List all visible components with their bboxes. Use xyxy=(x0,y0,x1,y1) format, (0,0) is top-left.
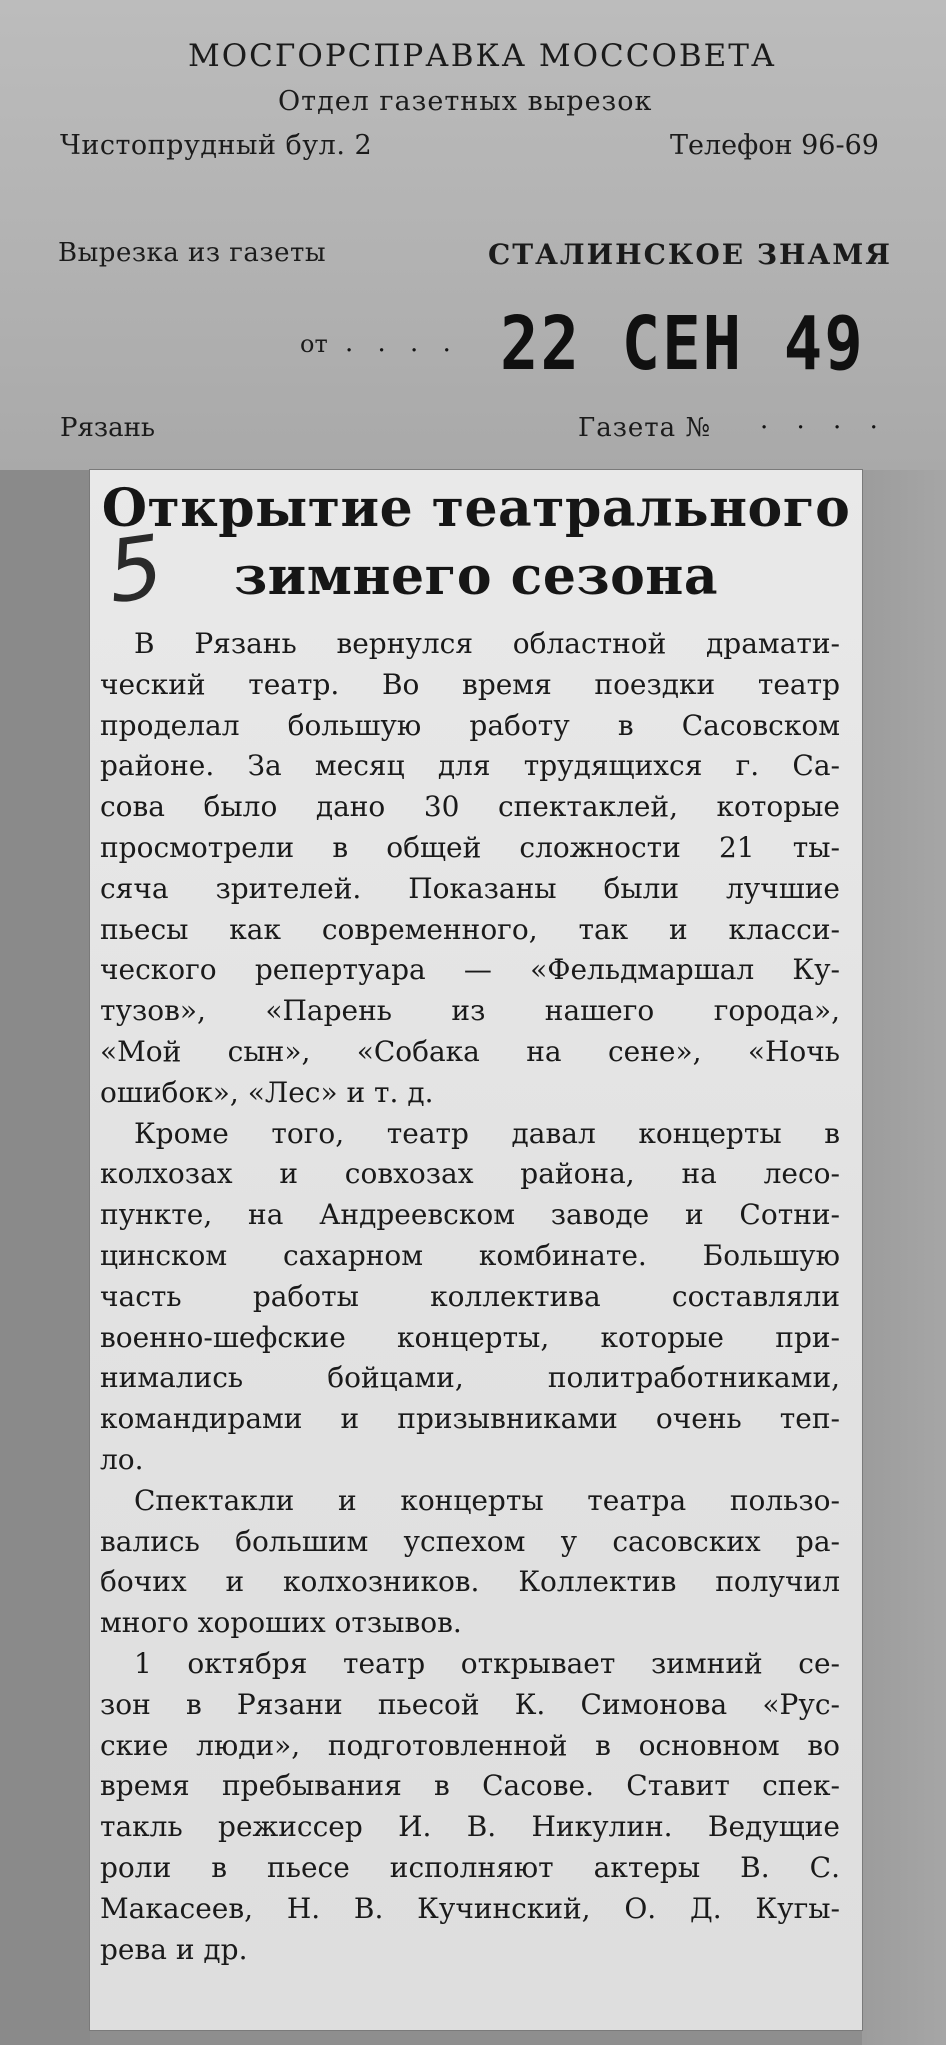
article-line: нимались бойцами, политработниками, xyxy=(100,1361,840,1395)
organization-phone: Телефон 96-69 xyxy=(670,130,879,161)
article-line: районе. За месяц для трудящихся г. Са- xyxy=(100,749,840,783)
article-line: 1 октября театр открывает зимний се- xyxy=(134,1646,840,1680)
article-line: вались большим успехом у сасовских ра- xyxy=(100,1524,840,1558)
article-line: зон в Рязани пьесой К. Симонова «Рус- xyxy=(100,1687,840,1721)
article-line: «Мой сын», «Собака на сене», «Ночь xyxy=(100,1034,840,1068)
article-line: командирами и призывниками очень теп- xyxy=(100,1402,840,1436)
article-line: проделал большую работу в Сасовском xyxy=(100,708,840,742)
article-line: рева и др. xyxy=(100,1932,248,1966)
article-line: военно-шефские концерты, которые при- xyxy=(100,1320,840,1354)
article-line: пункте, на Андреевском заводе и Сотни- xyxy=(100,1198,840,1232)
article-line: пьесы как современного, так и класси- xyxy=(100,912,840,946)
organization-name: МОСГОРСПРАВКА МОССОВЕТА xyxy=(188,38,777,74)
article-line: роли в пьесе исполняют актеры В. С. xyxy=(100,1850,840,1884)
article-line: Кроме того, театр давал концерты в xyxy=(134,1116,840,1150)
article-paragraph xyxy=(100,624,840,1114)
article-line: тузов», «Парень из нашего города», xyxy=(100,994,840,1028)
article-line: ческий театр. Во время поездки театр xyxy=(100,667,840,701)
article-line: много хороших отзывов. xyxy=(100,1606,462,1640)
page-margin-right xyxy=(862,470,946,2045)
article-paragraph xyxy=(100,1481,840,1644)
article-line: Спектакли и концерты театра пользо- xyxy=(134,1483,840,1517)
clipping-label: Вырезка из газеты xyxy=(58,238,327,268)
article-line: Макасеев, Н. В. Кучинский, О. Д. Кугы- xyxy=(100,1891,840,1925)
date-stamp: 22 СЕН 49 xyxy=(500,302,865,388)
article-line: колхозах и совхозах района, на лесо- xyxy=(100,1157,840,1191)
issue-dots: · · · · xyxy=(760,413,888,443)
issue-label: Газета № xyxy=(578,413,712,443)
article-title-line-2: зимнего сезона xyxy=(233,546,719,607)
page-margin-left xyxy=(0,470,90,2045)
article-paragraph xyxy=(100,1644,840,1970)
article-line: ло. xyxy=(100,1442,144,1476)
article-line: В Рязань вернулся областной драмати- xyxy=(134,627,840,660)
article-line: ческого репертуара — «Фельдмаршал Ку- xyxy=(100,953,840,987)
article-line: часть работы коллектива составляли xyxy=(100,1279,840,1313)
article-line: такль режиссер И. В. Никулин. Ведущие xyxy=(100,1810,840,1844)
article-paragraph xyxy=(100,1114,840,1481)
article-line: сова было дано 30 спектаклей, которые xyxy=(100,790,840,824)
article-title-line-1: Открытие театрального xyxy=(101,478,851,539)
article-line: ошибок», «Лес» и т. д. xyxy=(100,1075,434,1109)
handwritten-number: 5 xyxy=(101,516,170,624)
article-line: просмотрели в общей сложности 21 ты- xyxy=(100,830,840,864)
date-label: от xyxy=(300,330,328,358)
newspaper-name: СТАЛИНСКОЕ ЗНАМЯ xyxy=(488,238,892,271)
article-line: цинском сахарном комбинате. Большую xyxy=(100,1238,840,1272)
article-line: время пребывания в Сасове. Ставит спек- xyxy=(100,1769,840,1803)
article-line: бочих и колхозников. Коллектив получил xyxy=(100,1565,840,1599)
organization-address: Чистопрудный бул. 2 xyxy=(60,130,373,161)
article-body xyxy=(100,624,840,1970)
article-line: ские люди», подготовленной в основном во xyxy=(100,1728,840,1762)
city-name: Рязань xyxy=(60,413,156,443)
article-line: сяча зрителей. Показаны были лучшие xyxy=(100,871,840,905)
date-dots: · · · · xyxy=(345,336,459,366)
department-name: Отдел газетных вырезок xyxy=(278,86,653,117)
